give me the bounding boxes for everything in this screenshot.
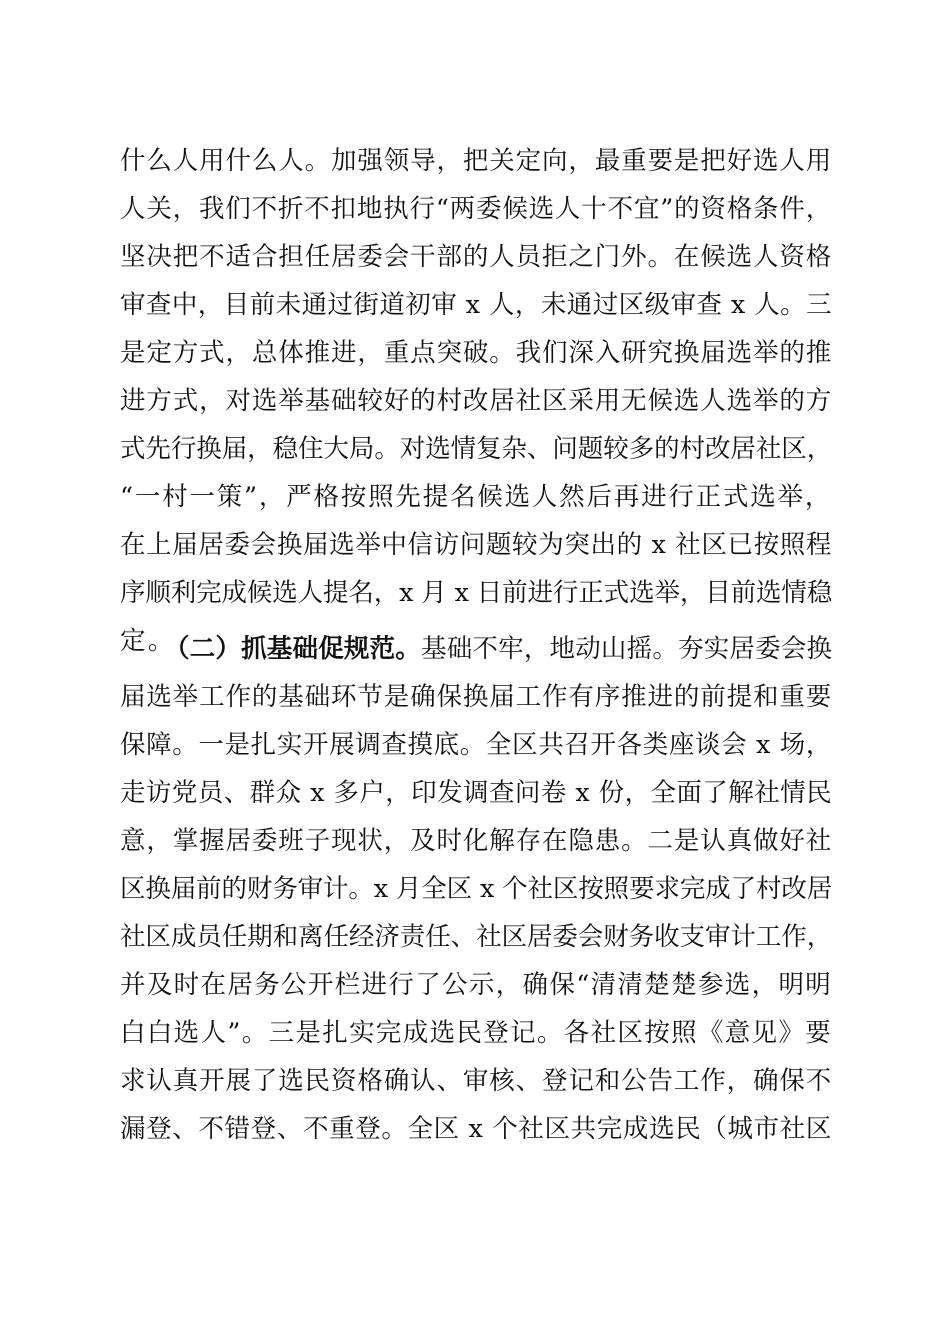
paragraph-2-line: 漏登、不错登、不重登。全区 x 个社区共完成选民（城市社区 [120, 1114, 832, 1144]
paragraph-2-line: 届选举工作的基础环节是确保换届工作有序推进的前提和重要 [120, 682, 832, 712]
paragraph-2-line: 保障。一是扎实开展调查摸底。全区共召开各类座谈会 x 场， [120, 730, 832, 760]
paragraph-1-line: 式先行换届，稳住大局。对选情复杂、问题较多的村改居社区， [120, 434, 832, 464]
paragraph-1-line: “一村一策”，严格按照先提名候选人然后再进行正式选举， [120, 482, 833, 512]
paragraph-2-line: 并及时在居务公开栏进行了公示，确保“清清楚楚参选，明明 [120, 970, 832, 1000]
section-heading: （二）抓基础促规范。 [164, 634, 422, 664]
paragraph-1-line: 人关，我们不折不扣地执行“两委候选人十不宜”的资格条件， [120, 194, 832, 224]
paragraph-1-last-line: 定。 [120, 626, 176, 656]
paragraph-2-line: 意，掌握居委班子现状，及时化解存在隐患。二是认真做好社 [120, 826, 832, 856]
paragraph-1-line: 在上届居委会换届选举中信访问题较为突出的 x 社区已按照程 [120, 530, 832, 560]
paragraph-2 [120, 625, 832, 1153]
paragraph-2-first-line-text: 基础不牢，地动山摇。夯实居委会换 [421, 634, 833, 664]
paragraph-2-line: 社区成员任期和离任经济责任、社区居委会财务收支审计工作， [120, 922, 832, 952]
paragraph-2-first-line [120, 625, 832, 673]
paragraph-2-line: 求认真开展了选民资格确认、审核、登记和公告工作，确保不 [120, 1066, 832, 1096]
paragraph-1-line: 序顺利完成候选人提名，x 月 x 日前进行正式选举，目前选情稳 [120, 578, 832, 608]
paragraph-1-line: 审查中，目前未通过街道初审 x 人，未通过区级审查 x 人。三 [120, 290, 832, 320]
paragraph-2-line: 白白选人”。三是扎实完成选民登记。各社区按照《意见》要 [120, 1018, 832, 1048]
paragraph-2-line: 走访党员、群众 x 多户，印发调查问卷 x 份，全面了解社情民 [120, 778, 832, 808]
paragraph-1-line: 进方式，对选举基础较好的村改居社区采用无候选人选举的方 [120, 386, 832, 416]
paragraph-1-line: 是定方式，总体推进，重点突破。我们深入研究换届选举的推 [120, 338, 832, 368]
paragraph-1-line: 什么人用什么人。加强领导，把关定向，最重要是把好选人用 [120, 146, 832, 176]
paragraph-1 [120, 137, 832, 665]
paragraph-2-line: 区换届前的财务审计。x 月全区 x 个社区按照要求完成了村改居 [120, 874, 832, 904]
paragraph-1-line: 坚决把不适合担任居委会干部的人员拒之门外。在候选人资格 [120, 242, 832, 272]
